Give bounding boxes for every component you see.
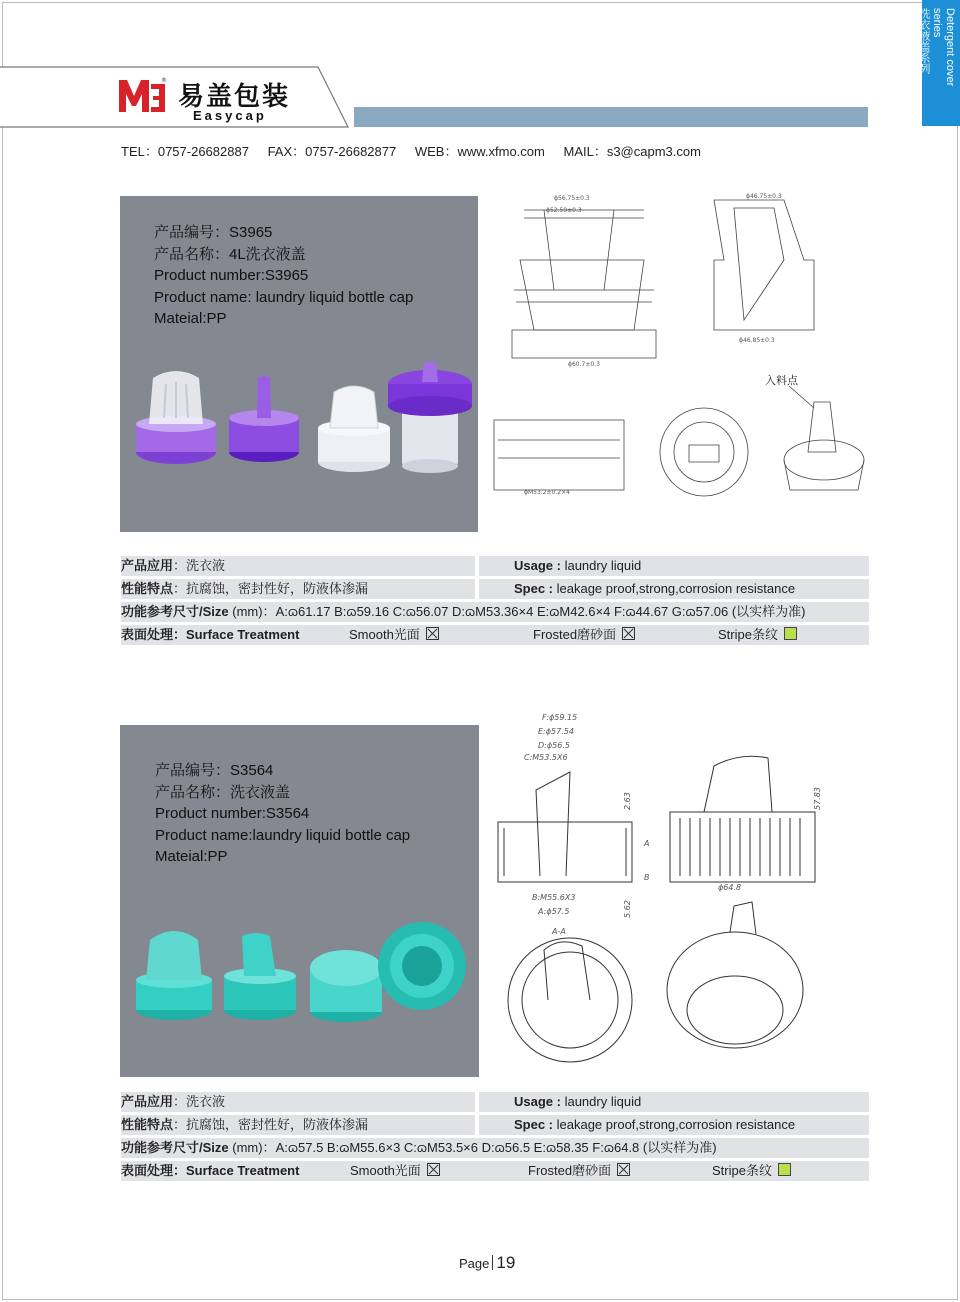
cap-photo-1 [136, 371, 216, 464]
cap-photo-4 [388, 362, 472, 473]
logo-english: Easycap [193, 108, 267, 123]
svg-text:®: ® [161, 77, 167, 84]
svg-text:A: A [644, 839, 650, 848]
page-label: Page [459, 1256, 490, 1271]
product-1-number-en: Product number:S3965 [154, 267, 309, 284]
cap-photo-3 [318, 386, 390, 472]
logo-mark [117, 76, 169, 114]
contact-web[interactable]: WEB：www.xfmo.com [414, 144, 545, 159]
contact-fax: FAX：0757-26682877 [267, 144, 397, 159]
svg-text:57.83: 57.83 [813, 787, 822, 810]
svg-text:C:M53.5X6: C:M53.5X6 [524, 753, 568, 762]
cap-photo-3 [310, 950, 382, 1022]
spec-surface-row: 表面处理：Surface Treatment Smooth光面 Frosted磨砂面 Stripe条纹 [121, 1161, 869, 1181]
svg-text:ɸ60.7±0.3: ɸ60.7±0.3 [568, 361, 600, 368]
spec-usage-row: 产品应用：洗衣液 Usage : laundry liquid [121, 556, 869, 576]
product-1-info [154, 222, 413, 330]
stripe-checkbox[interactable] [784, 627, 797, 640]
header-tab-shape [0, 66, 350, 128]
svg-text:A-A: A-A [552, 927, 566, 936]
product-1-technical-drawing [484, 190, 869, 520]
cap-photo-2 [229, 376, 299, 462]
product-2-number-cn: 产品编号：S3564 [155, 762, 274, 779]
svg-text:ɸM53.2±0.2×4: ɸM53.2±0.2×4 [524, 489, 570, 496]
svg-text:F:ɸ59.15: F:ɸ59.15 [542, 713, 578, 722]
spec-feature-row: 性能特点：抗腐蚀，密封性好，防液体渗漏 Spec : leakage proof,strong,corrosion resistance [121, 579, 869, 599]
product-2-name-cn: 产品名称：洗衣液盖 [155, 783, 291, 801]
frosted-checkbox[interactable] [617, 1163, 630, 1176]
cap-photo-2 [224, 933, 296, 1020]
svg-text:ɸ64.8: ɸ64.8 [718, 883, 742, 892]
product-1-number-cn: 产品编号：S3965 [154, 224, 273, 241]
smooth-checkbox[interactable] [426, 627, 439, 640]
side-tab-text: Detergent cover series 洗衣液盖系列 [918, 8, 956, 87]
product-2-technical-drawing [490, 710, 865, 1080]
product-1-cap-photos [124, 356, 474, 486]
product-2-name-en: Product name:laundry liquid bottle cap [155, 826, 411, 844]
product-2-cap-photos [126, 918, 476, 1028]
product-1-specs [121, 556, 869, 648]
contact-line [121, 141, 715, 160]
logo-chinese: 易盖包装 [178, 82, 291, 112]
page-number: 19 [496, 1253, 516, 1272]
svg-text:ɸ46.75±0.3: ɸ46.75±0.3 [746, 193, 782, 200]
svg-text:B:M55.6X3: B:M55.6X3 [532, 893, 576, 902]
spec-usage-row: 产品应用：洗衣液 Usage : laundry liquid [121, 1092, 869, 1112]
header-bar [354, 107, 868, 127]
spec-size-row: 功能参考尺寸/Size (mm)：A:ɷ61.17 B:ɷ59.16 C:ɷ56.07 D:ɷM53.36×4 E:ɷM42.6×4 F:ɷ44.67 G:ɷ57.06 (以实样为准) [121, 602, 869, 622]
svg-text:B: B [644, 873, 650, 882]
product-2-info [155, 760, 410, 868]
product-1-name-cn: 产品名称：4L洗衣液盖 [154, 245, 306, 263]
svg-text:E:ɸ57.54: E:ɸ57.54 [538, 727, 574, 736]
smooth-checkbox[interactable] [427, 1163, 440, 1176]
spec-size-row: 功能参考尺寸/Size (mm)：A:ɷ57.5 B:ɷM55.6×3 C:ɷM53.5×6 D:ɷ56.5 E:ɷ58.35 F:ɷ64.8 (以实样为准) [121, 1138, 869, 1158]
product-1-name-en: Product name: laundry liquid bottle cap [154, 288, 414, 306]
svg-text:ɸ46.85±0.3: ɸ46.85±0.3 [739, 337, 775, 344]
svg-text:5.62: 5.62 [623, 900, 632, 918]
contact-tel: TEL：0757-26682887 [121, 144, 249, 159]
product-1-material: Mateial:PP [154, 310, 227, 327]
svg-text:ɸ52.59±0.3: ɸ52.59±0.3 [546, 207, 582, 214]
contact-mail[interactable]: MAIL：s3@capm3.com [563, 144, 701, 159]
svg-text:2.63: 2.63 [623, 792, 632, 810]
page-footer [459, 1253, 515, 1273]
product-2-material: Mateial:PP [155, 848, 228, 865]
frosted-checkbox[interactable] [622, 627, 635, 640]
svg-text:入料点: 入料点 [765, 374, 798, 387]
spec-feature-row: 性能特点：抗腐蚀，密封性好，防液体渗漏 Spec : leakage proof,strong,corrosion resistance [121, 1115, 869, 1135]
spec-surface-row: 表面处理：Surface Treatment Smooth光面 Frosted磨砂面 Stripe条纹 [121, 625, 869, 645]
cap-photo-4 [378, 922, 466, 1010]
product-2-number-en: Product number:S3564 [155, 805, 310, 822]
cap-photo-1 [136, 931, 212, 1020]
svg-text:ɸ56.75±0.3: ɸ56.75±0.3 [554, 195, 590, 202]
stripe-checkbox[interactable] [778, 1163, 791, 1176]
svg-text:A:ɸ57.5: A:ɸ57.5 [538, 907, 570, 916]
svg-text:D:ɸ56.5: D:ɸ56.5 [538, 741, 570, 750]
product-2-specs [121, 1092, 869, 1184]
